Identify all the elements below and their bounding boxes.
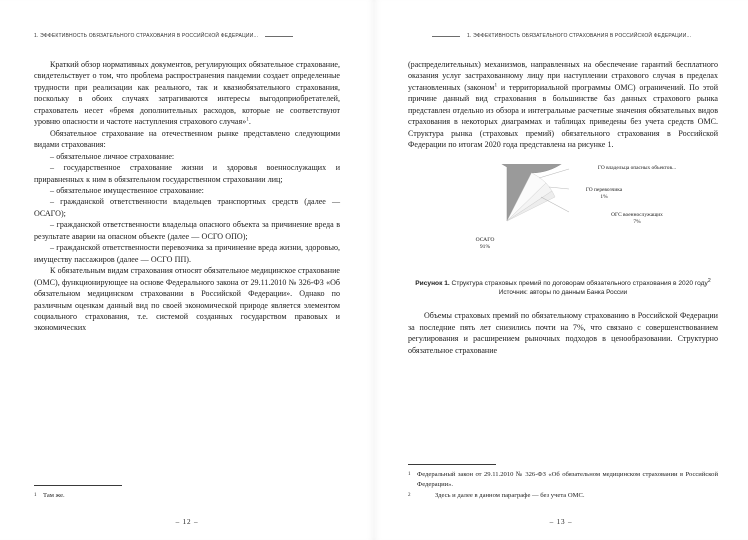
- footnote-marker-right-1: 1: [494, 82, 498, 89]
- footnote-right-1: [408, 470, 718, 488]
- footnote-left-1-text: Там же.: [43, 491, 65, 499]
- running-head-rule: [265, 36, 293, 37]
- figure-caption-text: Структура страховых премий по договорам обязательного страхования в 2020 году: [449, 279, 708, 287]
- pie-inner-label-osago: [463, 237, 507, 252]
- list-item-state-life-health: – государственное страхование жизни и здоровья военнослужащих и приравненных к ним в обязательном государственном страховании лиц;: [34, 163, 340, 184]
- running-head-right-text: 1. ЭФФЕКТИВНОСТЬ ОБЯЗАТЕЛЬНОГО СТРАХОВАНИЯ В РОССИЙСКОЙ ФЕДЕРАЦИИ...: [467, 33, 692, 39]
- paragraph-right-1a: (распределительных) механизмов, направленных на обеспечение гарантий бесплатного оказания услуг застрахованному лицу при наступлении страхового случая в пределах установленных (законом: [408, 60, 718, 92]
- footnote-separator-right: [408, 464, 496, 465]
- pie-label-carrier-value: 1%: [600, 193, 608, 200]
- figure-caption-label: Рисунок 1.: [415, 279, 450, 287]
- pie-label-hazardous: ГО владельца опасных объектов...: [597, 164, 677, 171]
- page-right: [374, 0, 748, 540]
- footnote-left-1: [34, 491, 340, 500]
- pie-chart: [408, 162, 718, 275]
- pie-label-military-value: 7%: [633, 218, 641, 225]
- figure-1: [408, 162, 718, 298]
- footnote-left-1-number: 1: [34, 492, 37, 498]
- footnote-right-1-text: Федеральный закон от 29.11.2010 № 326-ФЗ «Об обязательном медицинском страховании в Российской Федерации».: [417, 471, 718, 488]
- pie-inner-label-name: ОСАГО: [475, 236, 495, 243]
- figure-caption-footnote-marker: 2: [707, 277, 711, 284]
- footnote-right-1-number: 1: [408, 472, 411, 478]
- running-head-rule-right: [432, 36, 460, 37]
- paragraph-right-1: [408, 59, 718, 151]
- figure-caption: [408, 279, 718, 298]
- footnote-right-2-text: Здесь и далее в данном параграфе — без учета ОМС.: [435, 491, 585, 499]
- list-item-osago: – гражданской ответственности владельцев транспортных средств (далее — ОСАГО);: [34, 197, 340, 218]
- running-head-left: [34, 30, 340, 42]
- footnote-right-2-number: 2: [408, 492, 411, 498]
- footnote-right-2: [408, 491, 718, 500]
- list-item-personal-insurance: – обязательное личное страхование:: [50, 151, 175, 161]
- footnote-marker-1: 1: [246, 116, 249, 123]
- folio-right: – 13 –: [549, 518, 573, 526]
- list-item-osgo-opo: – гражданской ответственности владельца опасного объекта за причинение вреда в результате аварии на опасном объекте (далее — ОСГО ОПО);: [34, 220, 340, 241]
- list-item-property-insurance: – обязательное имущественное страхование:: [50, 185, 204, 195]
- list-item-osgo-pp: – гражданской ответственности перевозчика за причинение вреда жизни, здоровью, имуществу пассажиров (далее — ОСГО ПП).: [34, 243, 340, 264]
- paragraph-left-1: Краткий обзор нормативных документов, регулирующих обязательное страхование, свидетельствует о том, что проблема распространения пандемии создает определенные трудности при реализации как реального, так и квазиобязательного страхования, поскольку в обоих случаях затрагиваются интересы выгодоприобретателей, страхователь несет «бремя дополнительных расходов, которые не соответствуют уровню опасности и частоте наступления страхового случая»$^1$.: [34, 60, 340, 127]
- running-head-left-text: 1. ЭФФЕКТИВНОСТЬ ОБЯЗАТЕЛЬНОГО СТРАХОВАНИЯ В РОССИЙСКОЙ ФЕДЕРАЦИИ...: [34, 33, 259, 39]
- paragraph-left-oms: К обязательным видам страхования относят обязательное медицинское страхование (ОМС), функционирующее на основе Федерального закона от 29.11.2010 № 326-ФЗ «Об обязательном медицинском страховании в Российской Федерации». Однако по различным оценкам данный вид по своей экономической природе является элементом социального страхования, т.е. системой созданных государством правовых и экономических: [34, 266, 340, 333]
- pie-chart-svg: [451, 164, 571, 276]
- footnote-separator-left: [34, 485, 122, 486]
- pie-inner-label-value: 91%: [479, 244, 491, 251]
- pie-label-military-name: ОГС военнослужащих: [611, 211, 663, 218]
- figure-source: Источник: авторы по данным Банка России: [498, 288, 628, 296]
- paragraph-left-1-text: Краткий обзор нормативных документов, регулирующих обязательное страхование, свидетельствует о том, что проблема распространения пандемии создает определенные трудности при реализации как реального, так и квазиобязательного страхования, поскольку в обоих случаях затрагиваются интересы выгодоприобретателей, страхователь несет «бремя дополнительных расходов, которые не соответствуют уровню опасности и частоте наступления страхового случая»: [34, 60, 340, 127]
- paragraph-right-1b: и территориальной программы ОМС) ограничений. По этой причине данный вид страхования в большинстве баз данных страхового рынка представлен отдельно из обзора и интегральные расчетные значения обязательных видов страхования в некоторых диаграммах и таблицах приведены без учета средств ОМС. Структура рынка (страховых премий) обязательного страхования в Российской Федерации по итогам 2020 года представлена на рисунке 1.: [408, 82, 718, 150]
- paragraph-right-2: Объемы страховых премий по обязательному страхованию в Российской Федерации за последние пять лет снизились почти на 7%, что связано с совершенствованием регулирования и расширением рыночных подходов в ценообразовании. Структурно обязательное страхование: [408, 311, 718, 355]
- paragraph-left-2: Обязательное страхование на отечественном рынке представлено следующими видами страхования:: [34, 128, 340, 150]
- folio-left: – 12 –: [175, 518, 199, 526]
- running-head-right: [408, 30, 718, 42]
- pie-label-carrier: [544, 187, 664, 201]
- footnote-area-left: [34, 485, 340, 502]
- footnote-area-right: [408, 464, 718, 502]
- pie-label-carrier-name: ГО перевозчика: [585, 186, 623, 193]
- pie-label-military: [572, 212, 702, 226]
- figure-spacer: [408, 297, 718, 310]
